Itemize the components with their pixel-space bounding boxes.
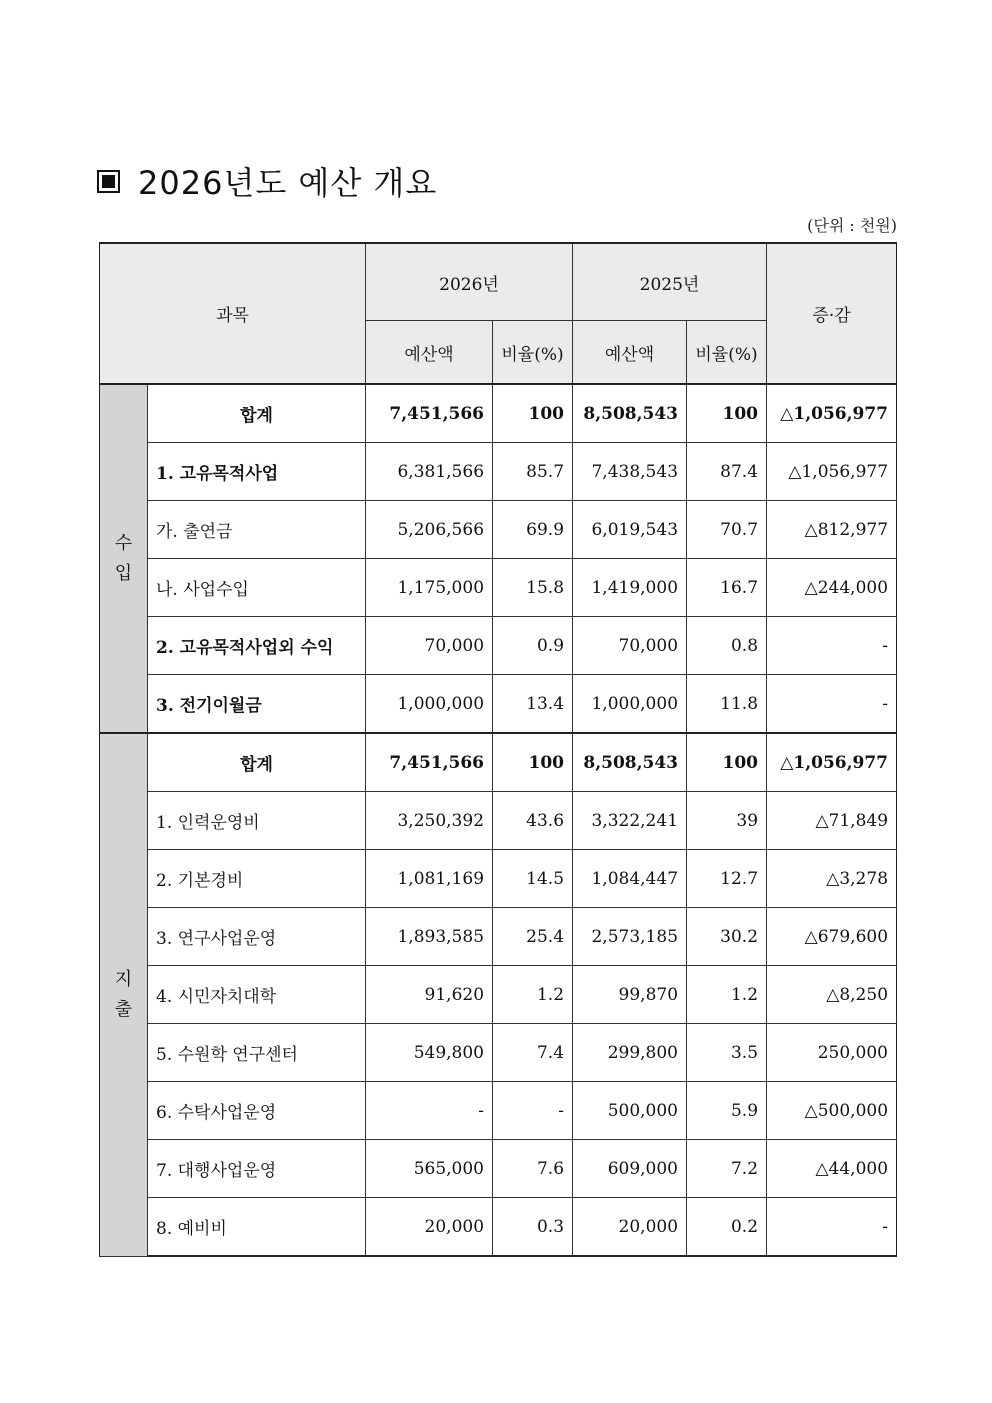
table-row <box>100 1082 897 1140</box>
row-label: 2. 기본경비 <box>148 850 366 908</box>
budget-2026: 6,381,566 <box>366 443 493 501</box>
change-amount: - <box>767 617 897 675</box>
ratio-2025: 39 <box>687 792 767 850</box>
change-amount: △1,056,977 <box>767 384 897 443</box>
ratio-2025: 30.2 <box>687 908 767 966</box>
budget-2025: 20,000 <box>573 1198 687 1257</box>
change-amount: △44,000 <box>767 1140 897 1198</box>
ratio-2026: 0.3 <box>493 1198 573 1257</box>
table-row <box>100 908 897 966</box>
ratio-2025: 16.7 <box>687 559 767 617</box>
unit-note: (단위 : 천원) <box>807 216 897 235</box>
row-label: 3. 연구사업운영 <box>148 908 366 966</box>
budget-2026: 565,000 <box>366 1140 493 1198</box>
budget-2026: 1,893,585 <box>366 908 493 966</box>
budget-2026: 7,451,566 <box>366 733 493 792</box>
budget-2025: 3,322,241 <box>573 792 687 850</box>
budget-2025: 500,000 <box>573 1082 687 1140</box>
ratio-2025: 5.9 <box>687 1082 767 1140</box>
change-amount: △1,056,977 <box>767 443 897 501</box>
ratio-2026: 1.2 <box>493 966 573 1024</box>
ratio-2025: 12.7 <box>687 850 767 908</box>
ratio-2026: 7.6 <box>493 1140 573 1198</box>
row-label: 8. 예비비 <box>148 1198 366 1257</box>
row-label: 3. 전기이월금 <box>148 675 366 734</box>
change-amount: - <box>767 1198 897 1257</box>
budget-2026: 3,250,392 <box>366 792 493 850</box>
ratio-2025: 0.8 <box>687 617 767 675</box>
row-label: 가. 출연금 <box>148 501 366 559</box>
ratio-2026: - <box>493 1082 573 1140</box>
header-item: 과목 <box>100 243 366 384</box>
income-section-label <box>100 384 148 733</box>
budget-2025: 99,870 <box>573 966 687 1024</box>
header-year-2026: 2026년 <box>366 243 573 321</box>
change-amount: △244,000 <box>767 559 897 617</box>
budget-2025: 8,508,543 <box>573 384 687 443</box>
ratio-2025: 7.2 <box>687 1140 767 1198</box>
budget-2025: 7,438,543 <box>573 443 687 501</box>
table-row <box>100 850 897 908</box>
income-section-label-text: 수입 <box>114 532 133 584</box>
budget-2026: 1,000,000 <box>366 675 493 734</box>
ratio-2026: 14.5 <box>493 850 573 908</box>
budget-2025: 8,508,543 <box>573 733 687 792</box>
table-row <box>100 733 897 792</box>
header-ratio-2025: 비율(%) <box>687 321 767 385</box>
budget-2026: - <box>366 1082 493 1140</box>
budget-2026: 70,000 <box>366 617 493 675</box>
expense-section-label <box>100 733 148 1256</box>
ratio-2026: 85.7 <box>493 443 573 501</box>
change-amount: △71,849 <box>767 792 897 850</box>
ratio-2025: 100 <box>687 733 767 792</box>
budget-2026: 7,451,566 <box>366 384 493 443</box>
ratio-2026: 69.9 <box>493 501 573 559</box>
table-row <box>100 443 897 501</box>
page-title <box>97 160 437 202</box>
ratio-2025: 100 <box>687 384 767 443</box>
ratio-2025: 1.2 <box>687 966 767 1024</box>
ratio-2026: 0.9 <box>493 617 573 675</box>
row-label: 6. 수탁사업운영 <box>148 1082 366 1140</box>
header-year-2025: 2025년 <box>573 243 767 321</box>
header-budget-2025: 예산액 <box>573 321 687 385</box>
ratio-2026: 15.8 <box>493 559 573 617</box>
ratio-2026: 13.4 <box>493 675 573 734</box>
budget-2026: 1,175,000 <box>366 559 493 617</box>
change-amount: 250,000 <box>767 1024 897 1082</box>
budget-2025: 609,000 <box>573 1140 687 1198</box>
row-label: 1. 인력운영비 <box>148 792 366 850</box>
budget-2025: 1,000,000 <box>573 675 687 734</box>
budget-2026: 91,620 <box>366 966 493 1024</box>
change-amount: - <box>767 675 897 734</box>
header-change: 증·감 <box>767 243 897 384</box>
change-amount: △812,977 <box>767 501 897 559</box>
table-row <box>100 559 897 617</box>
table-row <box>100 384 897 443</box>
row-label: 5. 수원학 연구센터 <box>148 1024 366 1082</box>
ratio-2025: 0.2 <box>687 1198 767 1257</box>
ratio-2026: 25.4 <box>493 908 573 966</box>
change-amount: △8,250 <box>767 966 897 1024</box>
header-ratio-2026: 비율(%) <box>493 321 573 385</box>
table-row <box>100 675 897 734</box>
ratio-2025: 87.4 <box>687 443 767 501</box>
row-label: 2. 고유목적사업외 수익 <box>148 617 366 675</box>
table-row <box>100 966 897 1024</box>
change-amount: △3,278 <box>767 850 897 908</box>
budget-2026: 549,800 <box>366 1024 493 1082</box>
ratio-2026: 100 <box>493 384 573 443</box>
table-row <box>100 792 897 850</box>
budget-2025: 299,800 <box>573 1024 687 1082</box>
budget-2026: 1,081,169 <box>366 850 493 908</box>
expense-section-label-text: 지출 <box>114 968 133 1020</box>
ratio-2026: 43.6 <box>493 792 573 850</box>
page-title-text: 2026년도 예산 개요 <box>138 164 438 202</box>
budget-2025: 70,000 <box>573 617 687 675</box>
table-row <box>100 617 897 675</box>
change-amount: △1,056,977 <box>767 733 897 792</box>
ratio-2025: 11.8 <box>687 675 767 734</box>
table-row <box>100 1140 897 1198</box>
ratio-2025: 70.7 <box>687 501 767 559</box>
budget-2026: 20,000 <box>366 1198 493 1257</box>
row-label: 합계 <box>148 733 366 792</box>
ratio-2025: 3.5 <box>687 1024 767 1082</box>
budget-2026: 5,206,566 <box>366 501 493 559</box>
row-label: 1. 고유목적사업 <box>148 443 366 501</box>
header-budget-2026: 예산액 <box>366 321 493 385</box>
change-amount: △679,600 <box>767 908 897 966</box>
filled-square-icon <box>97 170 120 193</box>
table-row <box>100 1198 897 1257</box>
change-amount: △500,000 <box>767 1082 897 1140</box>
table-row <box>100 1024 897 1082</box>
table-row <box>100 501 897 559</box>
row-label: 7. 대행사업운영 <box>148 1140 366 1198</box>
budget-2025: 1,419,000 <box>573 559 687 617</box>
row-label: 나. 사업수입 <box>148 559 366 617</box>
budget-2025: 1,084,447 <box>573 850 687 908</box>
ratio-2026: 7.4 <box>493 1024 573 1082</box>
budget-table <box>99 242 897 1257</box>
budget-2025: 2,573,185 <box>573 908 687 966</box>
row-label: 4. 시민자치대학 <box>148 966 366 1024</box>
budget-2025: 6,019,543 <box>573 501 687 559</box>
row-label: 합계 <box>148 384 366 443</box>
ratio-2026: 100 <box>493 733 573 792</box>
